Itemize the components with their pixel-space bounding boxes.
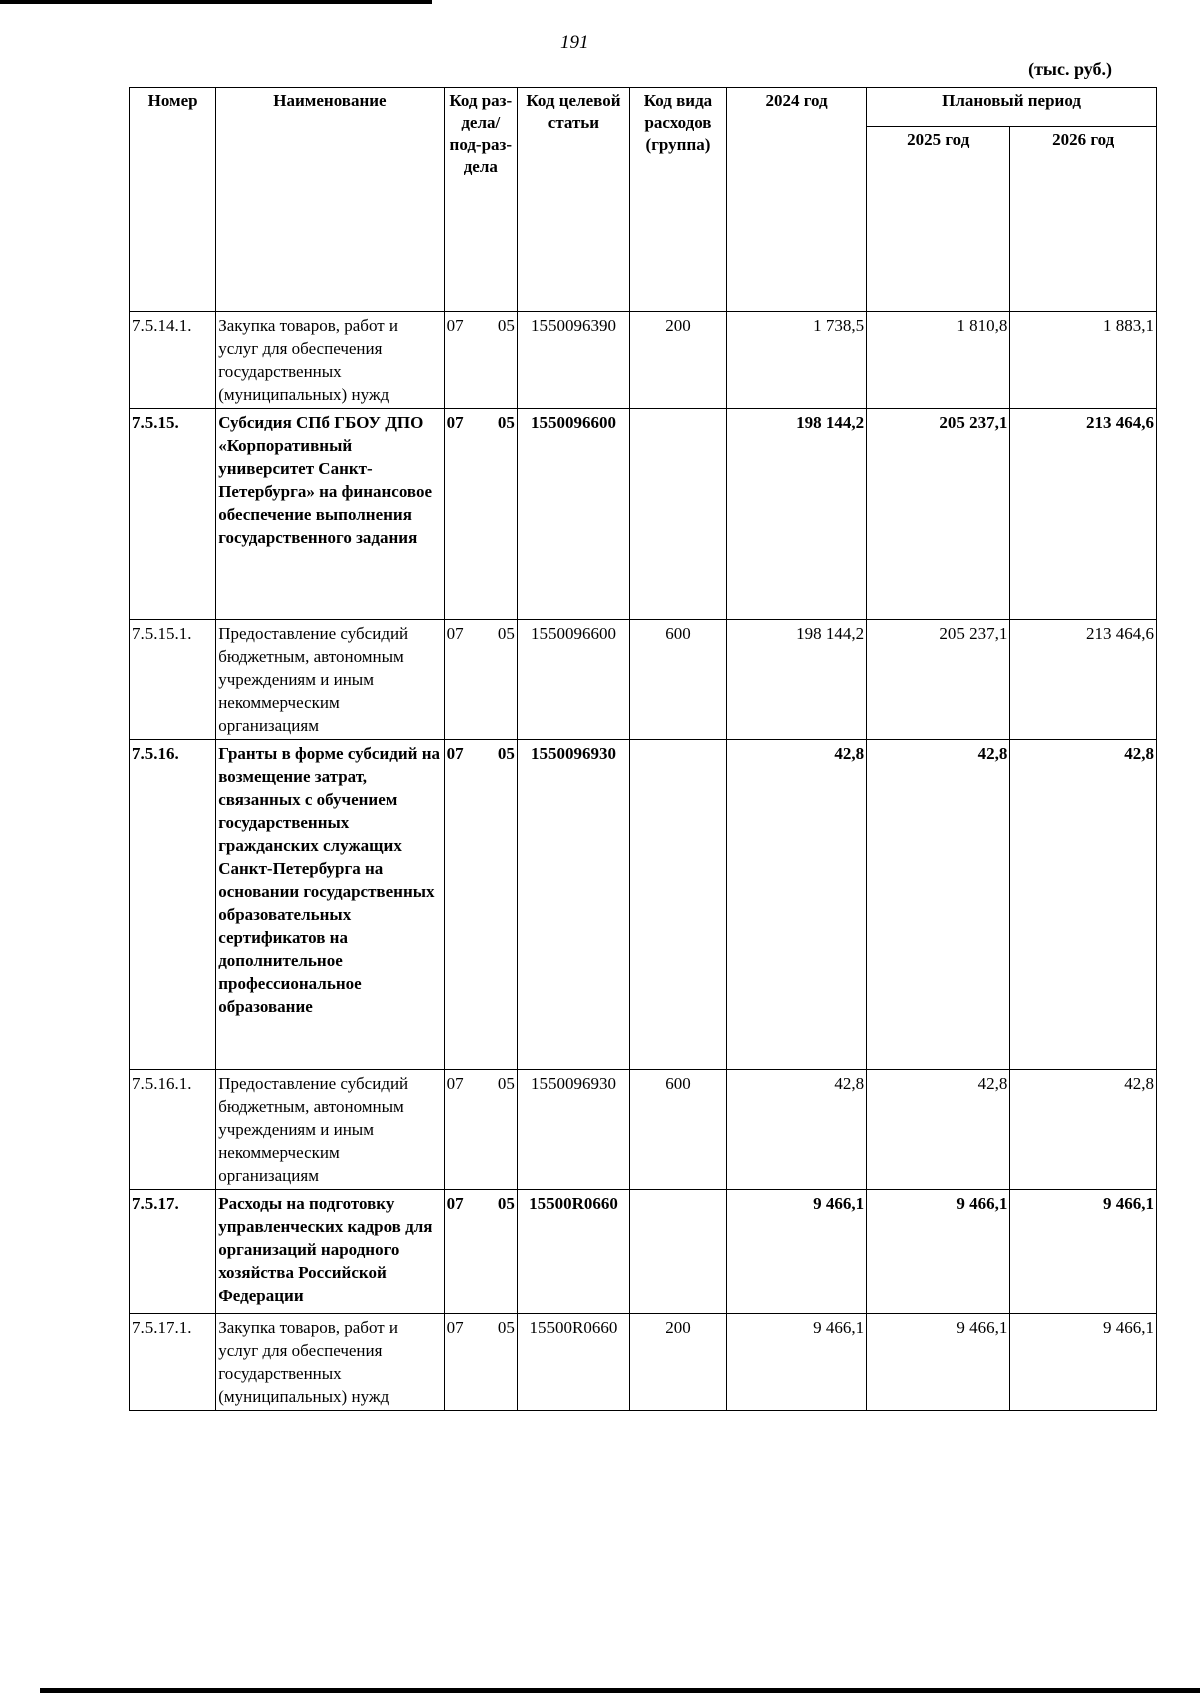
row-section-code: 07	[446, 744, 464, 763]
header-target-code: Код целевой статьи	[517, 88, 629, 312]
row-expense-type	[629, 409, 726, 620]
row-section	[444, 1070, 517, 1190]
row-target-code: 1550096390	[517, 312, 629, 409]
row-section-code: 07	[446, 413, 464, 432]
header-section-code: Код раз-дела/ под-раз-дела	[444, 88, 517, 312]
row-subsection-code: 05	[497, 413, 515, 432]
row-2026: 213 464,6	[1010, 409, 1157, 620]
header-number: Номер	[130, 88, 216, 312]
row-section	[444, 409, 517, 620]
row-2025: 1 810,8	[867, 312, 1010, 409]
row-name: Предоставление субсидий бюджетным, автономным учреждениям и иным некоммерческим организациям	[216, 1070, 444, 1190]
row-section-code: 07	[446, 624, 464, 643]
row-section	[444, 740, 517, 1070]
row-expense-type: 200	[629, 1314, 726, 1411]
units-label: (тыс. руб.)	[1028, 59, 1112, 79]
row-target-code: 15500R0660	[517, 1314, 629, 1411]
row-2026: 9 466,1	[1010, 1190, 1157, 1314]
row-2024: 198 144,2	[726, 620, 866, 740]
header-2026: 2026 год	[1010, 127, 1157, 312]
header-name: Наименование	[216, 88, 444, 312]
row-section	[444, 1190, 517, 1314]
row-number: 7.5.15.1.	[130, 620, 216, 740]
row-2026: 1 883,1	[1010, 312, 1157, 409]
row-subsection-code: 05	[497, 1318, 515, 1337]
row-subsection-code: 05	[497, 624, 515, 643]
row-2024: 42,8	[726, 1070, 866, 1190]
header-2024: 2024 год	[726, 88, 866, 312]
row-section-code: 07	[446, 1074, 464, 1093]
row-number: 7.5.14.1.	[130, 312, 216, 409]
row-expense-type	[629, 740, 726, 1070]
row-2026: 213 464,6	[1010, 620, 1157, 740]
row-2026: 42,8	[1010, 740, 1157, 1070]
header-expense-type: Код вида расходов (группа)	[629, 88, 726, 312]
row-2025: 205 237,1	[867, 409, 1010, 620]
row-section-code: 07	[446, 1194, 464, 1213]
row-name: Закупка товаров, работ и услуг для обеспечения государственных (муниципальных) нужд	[216, 1314, 444, 1411]
table-row	[130, 409, 1157, 620]
budget-table	[129, 87, 1157, 1411]
table-row	[130, 1314, 1157, 1411]
row-name: Закупка товаров, работ и услуг для обеспечения государственных (муниципальных) нужд	[216, 312, 444, 409]
row-target-code: 1550096600	[517, 620, 629, 740]
row-name: Предоставление субсидий бюджетным, автономным учреждениям и иным некоммерческим организациям	[216, 620, 444, 740]
row-subsection-code: 05	[497, 1194, 515, 1213]
row-section-code: 07	[446, 316, 464, 335]
row-2024: 1 738,5	[726, 312, 866, 409]
row-section	[444, 620, 517, 740]
row-2024: 42,8	[726, 740, 866, 1070]
row-number: 7.5.17.	[130, 1190, 216, 1314]
row-number: 7.5.16.1.	[130, 1070, 216, 1190]
row-expense-type	[629, 1190, 726, 1314]
row-target-code: 15500R0660	[517, 1190, 629, 1314]
row-name: Расходы на подготовку управленческих кадров для организаций народного хозяйства Российской Федерации	[216, 1190, 444, 1314]
row-expense-type: 200	[629, 312, 726, 409]
table-row	[130, 740, 1157, 1070]
table-row	[130, 1070, 1157, 1190]
bottom-rule	[40, 1688, 1200, 1693]
row-2024: 198 144,2	[726, 409, 866, 620]
row-number: 7.5.15.	[130, 409, 216, 620]
row-number: 7.5.17.1.	[130, 1314, 216, 1411]
top-rule	[0, 0, 432, 4]
row-2025: 42,8	[867, 740, 1010, 1070]
row-2025: 9 466,1	[867, 1314, 1010, 1411]
table-row	[130, 312, 1157, 409]
row-subsection-code: 05	[497, 744, 515, 763]
row-subsection-code: 05	[497, 1074, 515, 1093]
row-target-code: 1550096930	[517, 1070, 629, 1190]
header-2025: 2025 год	[867, 127, 1010, 312]
row-subsection-code: 05	[497, 316, 515, 335]
table-row	[130, 1190, 1157, 1314]
row-2026: 42,8	[1010, 1070, 1157, 1190]
row-name: Субсидия СПб ГБОУ ДПО «Корпоративный университет Санкт-Петербурга» на финансовое обеспечение выполнения государственного задания	[216, 409, 444, 620]
row-2025: 9 466,1	[867, 1190, 1010, 1314]
row-name: Гранты в форме субсидий на возмещение затрат, связанных с обучением государственных гражданских служащих Санкт-Петербурга на основании государственных образовательных сертификатов на дополнительное профессиональное образование	[216, 740, 444, 1070]
row-target-code: 1550096930	[517, 740, 629, 1070]
row-target-code: 1550096600	[517, 409, 629, 620]
row-2026: 9 466,1	[1010, 1314, 1157, 1411]
row-2025: 42,8	[867, 1070, 1010, 1190]
row-section	[444, 312, 517, 409]
table-row	[130, 620, 1157, 740]
header-planned-period: Плановый период	[867, 88, 1157, 127]
row-expense-type: 600	[629, 1070, 726, 1190]
row-2024: 9 466,1	[726, 1190, 866, 1314]
row-section-code: 07	[446, 1318, 464, 1337]
row-2025: 205 237,1	[867, 620, 1010, 740]
page-number: 191	[560, 32, 589, 53]
row-expense-type: 600	[629, 620, 726, 740]
row-2024: 9 466,1	[726, 1314, 866, 1411]
row-number: 7.5.16.	[130, 740, 216, 1070]
row-section	[444, 1314, 517, 1411]
